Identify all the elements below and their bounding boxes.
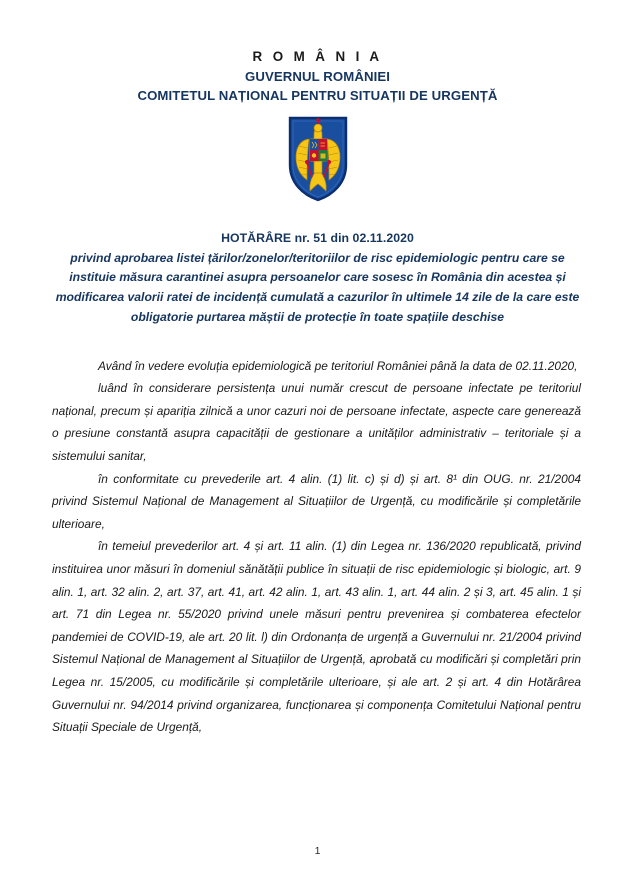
page-number: 1 (314, 845, 321, 857)
coat-of-arms-container (0, 115, 635, 203)
body-paragraph: Având în vedere evoluția epidemiologică pe teritoriul României până la data de 02.11.2020, (98, 358, 578, 373)
body-paragraph: în temeiul prevederilor art. 4 și art. 11 alin. (1) din Legea nr. 136/2020 republicată, privind instituirea unor măsuri în domeniul sănătății publice în situații de risc epidemiologic și biologic, art. 9 alin. 1, art. 32 alin. 2, art. 37, art. 41, art. 42 alin. 1, art. 43 alin. 1, art. 44 alin. 2 și 3, art. 45 alin. 1 și art. 71 din Legea nr. 55/2020 privind unele măsuri pentru prevenirea și combaterea efectelor pandemiei de COVID-19, ale art. 20 lit. l) din Ordonanța de urgență a Guvernului nr. 21/2004 privind Sistemul Național de Management al Situațiilor de Urgență, aprobată cu modificări și completări prin Legea nr. 15/2005, cu modificările și completările ulterioare, și ale art. 2 și art. 4 din Hotărârea Guvernului nr. 94/2014 privind organizarea, funcționarea și componența Comitetului Național pentru Situații Speciale de Urgență, (52, 539, 581, 735)
document-header (0, 0, 635, 106)
romania-coat-of-arms-icon (287, 115, 349, 203)
header-country-name: R O M Â N I A (252, 49, 383, 64)
document-subtitle: privind aprobarea listei țărilor/zonelor/teritoriilor de risc epidemiologic pentru care se instituie măsura carantinei asupra persoanelor care sosesc în România din acestea și modificarea valorii ratei de incidență cumulată a cazurilor în ultimele 14 zile de la care este obligatorie purtarea măștii de protecție în toate spațiile deschise (55, 250, 580, 324)
body-paragraph: luând în considerare persistența unui număr crescut de persoane infectate pe teritoriul național, precum și apariția zilnică a unor cazuri noi de persoane infectate, aspecte care generează o presiune constantă asupra capacității de gestionare a unităților administrativ – teritoriale și a sistemului sanitar, (52, 381, 581, 463)
header-committee-name: COMITETUL NAȚIONAL PENTRU SITUAȚII DE URGENȚĂ (137, 87, 498, 103)
document-title-block (0, 231, 635, 328)
document-title: HOTĂRÂRE nr. 51 din 02.11.2020 (221, 230, 414, 245)
body-paragraph: în conformitate cu prevederile art. 4 alin. (1) lit. c) și d) și art. 8¹ din OUG. nr. 21/2004 privind Sistemul Național de Management al Situațiilor de Urgență, cu modificările și completările ulterioare, (52, 471, 581, 531)
header-government-name: GUVERNUL ROMÂNIEI (244, 69, 391, 85)
document-body (0, 355, 635, 739)
